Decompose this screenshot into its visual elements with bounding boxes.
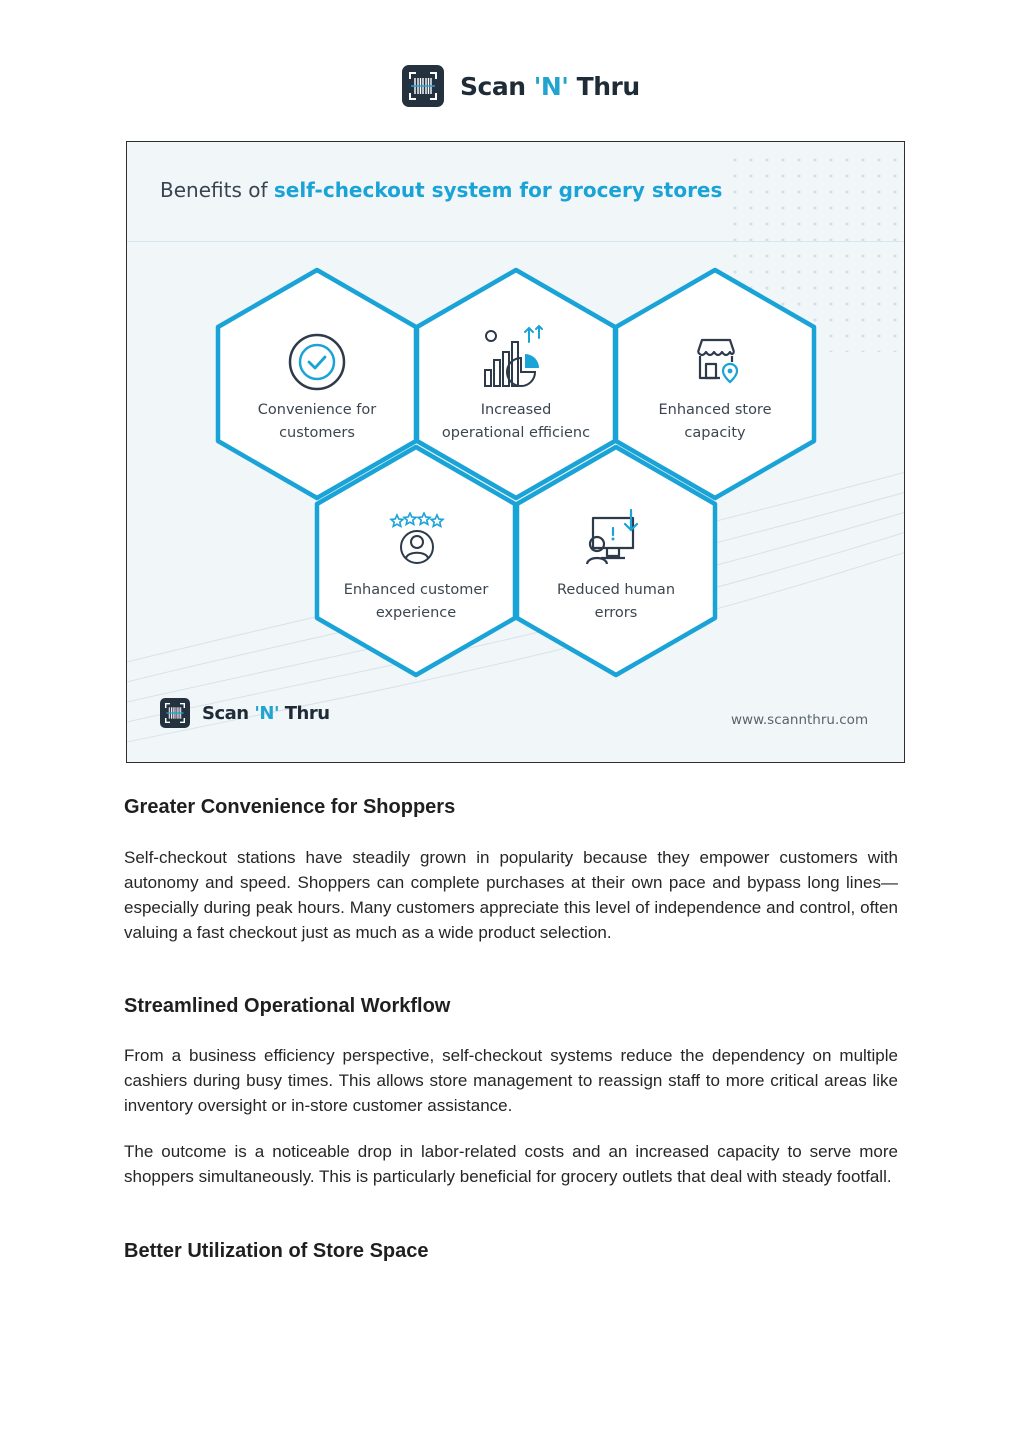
hexagon-grid (127, 142, 905, 763)
benefit-label-experience: Enhanced customer experience (343, 582, 489, 621)
store-location-icon (692, 334, 744, 391)
paragraph-convenience: Self-checkout stations have steadily grown in popularity because they empower customers with autonomy and speed. Shoppers can complete purchases at their own pace and bypass long lines—especially during peak hours. Many customers appreciate this level of independence and control, often valuing a fast checkout just as much as a wide product selection. (124, 848, 898, 942)
website-url: www.scannthru.com (731, 712, 869, 728)
paragraph-workflow-2: The outcome is a noticeable drop in labor-related costs and an increased capacity to serve more shoppers simultaneously. This is particularly beneficial for grocery outlets that deal with steady footfall. (124, 1142, 898, 1186)
infographic-title: Benefits of self-checkout system for grocery stores (160, 178, 723, 202)
infographic-brand-name: Scan 'N' Thru (202, 702, 330, 724)
section-heading-convenience: Greater Convenience for Shoppers (124, 796, 456, 818)
checkmark-circle-icon (287, 332, 347, 397)
growth-chart-icon (481, 324, 553, 395)
customer-rating-icon (389, 512, 445, 571)
brand-name: Scan 'N' Thru (460, 71, 640, 101)
benefit-label-capacity: Enhanced store capacity (658, 402, 772, 441)
section-heading-workflow: Streamlined Operational Workflow (124, 995, 451, 1017)
barcode-scanner-icon (402, 65, 444, 107)
paragraph-workflow-1: From a business efficiency perspective, self-checkout systems reduce the dependency on multiple cashiers during busy times. This allows store management to reassign staff to more critical areas like inventory oversight or in-store customer assistance. (124, 1046, 898, 1115)
infographic-brand-logo (160, 698, 330, 728)
section-heading-store-space: Better Utilization of Store Space (124, 1240, 429, 1262)
benefit-label-errors: Reduced human errors (556, 582, 676, 621)
benefit-label-convenience: Convenience for customers (257, 402, 377, 441)
barcode-scanner-icon (160, 698, 190, 728)
benefit-label-efficiency: Increased operational efficienc (441, 402, 591, 441)
benefits-infographic (126, 141, 905, 763)
brand-logo (402, 64, 640, 108)
computer-error-icon (585, 508, 647, 571)
